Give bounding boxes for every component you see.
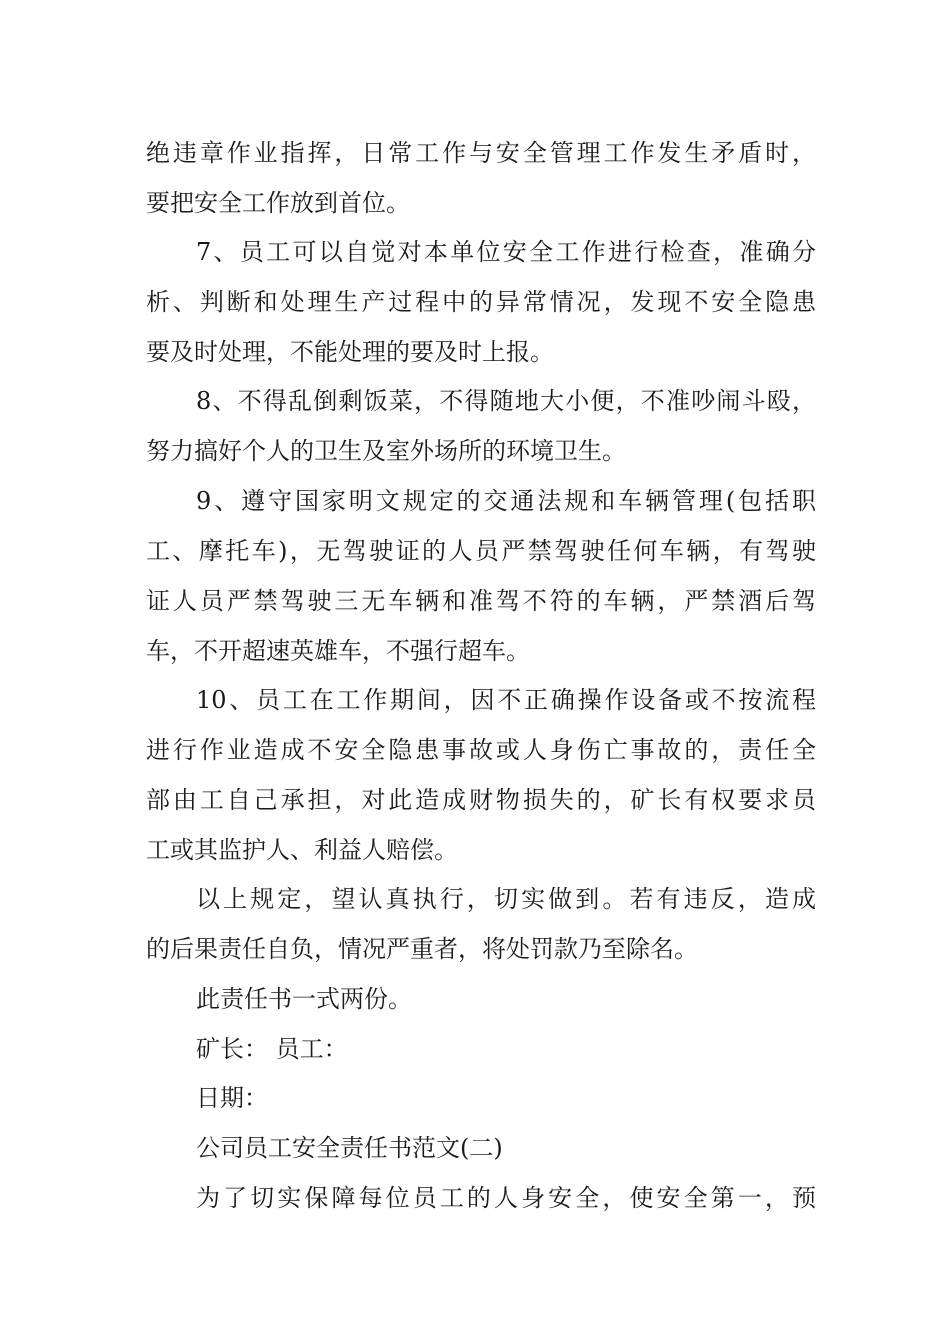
text-line: 工、摩托车)，无驾驶证的人员严禁驾驶任何车辆，有驾驶	[146, 537, 816, 565]
text-line: 车，不开超速英雄车，不强行超车。	[146, 637, 530, 665]
text-line: 绝违章作业指挥，日常工作与安全管理工作发生矛盾时，	[146, 139, 816, 167]
text-line: 的后果责任自负，情况严重者，将处罚款乃至除名。	[146, 935, 698, 963]
signature-line: 矿长： 员工：	[196, 1035, 348, 1063]
text-line: 工或其监护人、利益人赔偿。	[146, 836, 458, 864]
text-line: 以上规定，望认真执行，切实做到。若有违反，造成	[196, 885, 816, 913]
text-line: 为了切实保障每位员工的人身安全，使安全第一，预	[196, 1184, 816, 1212]
text-line: 8、不得乱倒剩饭菜，不得随地大小便，不准吵闹斗殴，	[196, 387, 816, 415]
text-line: 析、判断和处理生产过程中的异常情况，发现不安全隐患	[146, 288, 816, 316]
text-line: 进行作业造成不安全隐患事故或人身伤亡事故的，责任全	[146, 736, 816, 764]
section-title: 公司员工安全责任书范文(二)	[196, 1134, 503, 1162]
text-line: 要及时处理，不能处理的要及时上报。	[146, 338, 554, 366]
text-line: 此责任书一式两份。	[196, 985, 412, 1013]
text-line: 部由工自己承担，对此造成财物损失的，矿长有权要求员	[146, 786, 816, 814]
text-line: 7、员工可以自觉对本单位安全工作进行检查，准确分	[196, 238, 816, 266]
text-line: 10、员工在工作期间，因不正确操作设备或不按流程	[196, 686, 816, 714]
text-line: 9、遵守国家明文规定的交通法规和车辆管理(包括职	[196, 487, 816, 515]
date-line: 日期：	[196, 1084, 268, 1112]
text-line: 证人员严禁驾驶三无车辆和准驾不符的车辆，严禁酒后驾	[146, 587, 816, 615]
text-line: 努力搞好个人的卫生及室外场所的环境卫生。	[146, 437, 626, 465]
text-line: 要把安全工作放到首位。	[146, 189, 410, 217]
